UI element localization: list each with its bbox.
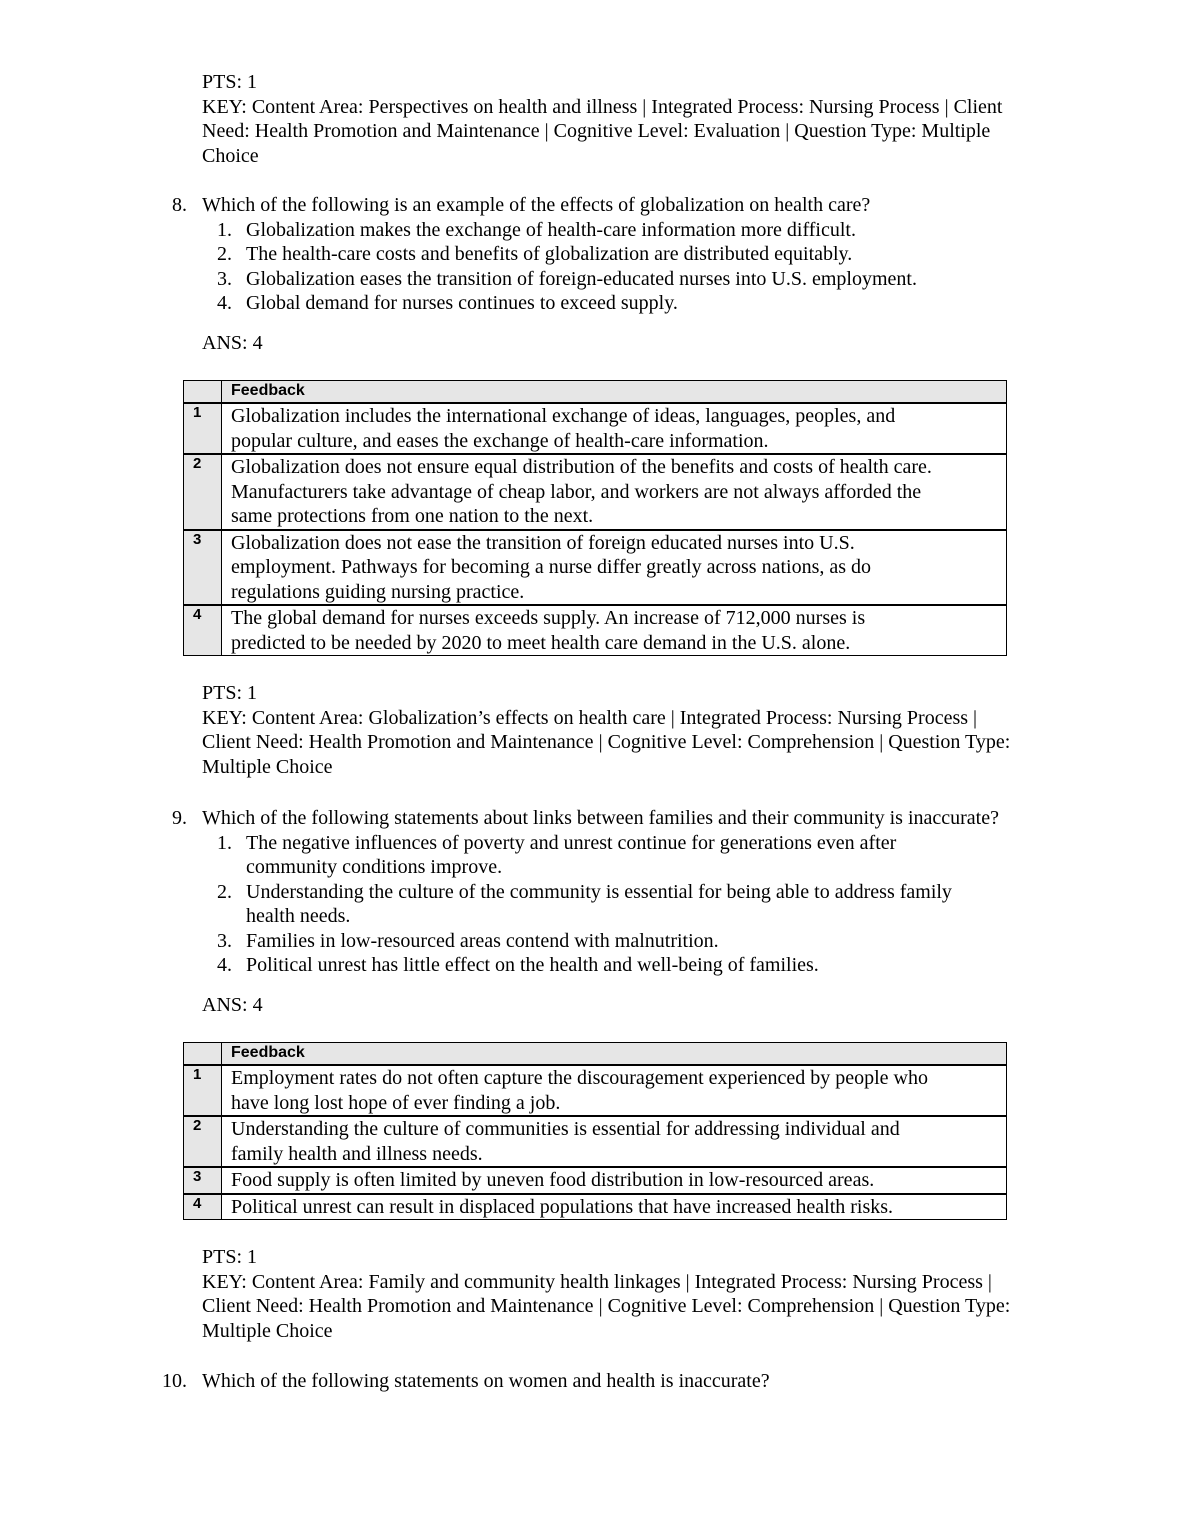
- option-text: Global demand for nurses continues to exceed supply.: [246, 292, 678, 314]
- key-line: Need: Health Promotion and Maintenance | Cognitive Level: Evaluation | Question Type: Multiple: [202, 120, 991, 142]
- option-text: Globalization makes the exchange of health-care information more difficult.: [246, 218, 856, 241]
- feedback-row: [184, 454, 1007, 530]
- feedback-line: Employment rates do not often capture the discouragement experienced by people who: [231, 1067, 928, 1089]
- question-number: 9.: [172, 807, 187, 829]
- option-number: 4.: [217, 292, 232, 314]
- feedback-text: [222, 403, 1007, 454]
- question-8: [150, 193, 1070, 316]
- feedback-text: [222, 1194, 1007, 1220]
- question-stem: [150, 1369, 1070, 1394]
- question-text: Which of the following statements about links between families and their community is inaccurate?: [202, 807, 999, 829]
- feedback-line: family health and illness needs.: [231, 1142, 483, 1165]
- feedback-row: [184, 1065, 1007, 1116]
- feedback-table-q9: [183, 1042, 1007, 1220]
- feedback-number: 1: [184, 403, 222, 454]
- option-line: Understanding the culture of the community is essential for being able to address family: [246, 880, 952, 903]
- header-corner-cell: [184, 1043, 222, 1066]
- option-1: [150, 831, 1070, 880]
- q9-meta: [202, 1245, 1072, 1343]
- feedback-row: [184, 1194, 1007, 1220]
- feedback-number: 4: [184, 1194, 222, 1220]
- option-1: [150, 218, 1070, 243]
- feedback-row: [184, 1167, 1007, 1194]
- option-number: 2.: [217, 243, 232, 265]
- feedback-line: Understanding the culture of communities is essential for addressing individual and: [231, 1118, 900, 1140]
- option-number: 1.: [217, 218, 232, 241]
- key-line: Multiple Choice: [202, 755, 333, 778]
- feedback-number: 3: [184, 530, 222, 606]
- question-stem: [150, 806, 1070, 831]
- header-corner-cell: [184, 381, 222, 404]
- question-number: 8.: [172, 194, 187, 216]
- option-number: 3.: [217, 929, 232, 952]
- option-2: [150, 880, 1070, 929]
- key-line: KEY: Content Area: Globalization’s effects on health care | Integrated Process: Nursing Process |: [202, 706, 978, 729]
- answer-line: ANS: 4: [202, 994, 263, 1016]
- pts-line: PTS: 1: [202, 682, 258, 704]
- feedback-number: 2: [184, 454, 222, 530]
- option-line: community conditions improve.: [246, 856, 503, 878]
- feedback-header: Feedback: [222, 1043, 1007, 1066]
- option-text: Political unrest has little effect on the health and well-being of families.: [246, 954, 819, 976]
- key-line: Multiple Choice: [202, 1319, 333, 1342]
- answer-line: ANS: 4: [202, 332, 263, 354]
- feedback-text: [222, 1065, 1007, 1116]
- q8-meta: [202, 681, 1072, 779]
- question-number: 10.: [162, 1370, 187, 1392]
- pts-line: PTS: 1: [202, 1246, 258, 1268]
- feedback-line: have long lost hope of ever finding a job.: [231, 1091, 561, 1114]
- option-4: [150, 291, 1070, 316]
- feedback-text: [222, 1167, 1007, 1194]
- option-3: [150, 267, 1070, 292]
- option-number: 4.: [217, 954, 232, 976]
- feedback-text: [222, 605, 1007, 656]
- option-text: Families in low-resourced areas contend with malnutrition.: [246, 929, 719, 952]
- question-text: Which of the following is an example of the effects of globalization on health care?: [202, 194, 871, 216]
- question-stem: [150, 193, 1070, 218]
- options-list: [150, 831, 1070, 978]
- feedback-line: regulations guiding nursing practice.: [231, 580, 525, 603]
- q7-meta: [202, 70, 1072, 168]
- feedback-line: popular culture, and eases the exchange of health-care information.: [231, 429, 769, 452]
- question-10: [150, 1369, 1070, 1394]
- option-text: [246, 831, 1026, 880]
- option-number: 1.: [217, 831, 232, 854]
- key-line: KEY: Content Area: Family and community health linkages | Integrated Process: Nursing Process |: [202, 1270, 992, 1293]
- option-text: Globalization eases the transition of foreign-educated nurses into U.S. employment.: [246, 267, 917, 290]
- option-line: health needs.: [246, 905, 351, 927]
- key-line: Client Need: Health Promotion and Maintenance | Cognitive Level: Comprehension | Question Type:: [202, 1295, 1011, 1317]
- feedback-line: The global demand for nurses exceeds supply. An increase of 712,000 nurses is: [231, 607, 866, 629]
- option-4: [150, 953, 1070, 978]
- feedback-line: Globalization does not ensure equal distribution of the benefits and costs of health care.: [231, 456, 932, 478]
- feedback-line: employment. Pathways for becoming a nurse differ greatly across nations, as do: [231, 556, 872, 578]
- feedback-line: Food supply is often limited by uneven food distribution in low-resourced areas.: [231, 1169, 875, 1191]
- options-list: [150, 218, 1070, 316]
- feedback-header-row: [184, 1043, 1007, 1066]
- key-line: Client Need: Health Promotion and Maintenance | Cognitive Level: Comprehension | Question Type:: [202, 731, 1011, 753]
- option-number: 2.: [217, 880, 232, 903]
- feedback-number: 3: [184, 1167, 222, 1194]
- feedback-line: predicted to be needed by 2020 to meet health care demand in the U.S. alone.: [231, 631, 851, 654]
- feedback-line: Manufacturers take advantage of cheap labor, and workers are not always afforded the: [231, 480, 922, 503]
- feedback-line: Globalization includes the international exchange of ideas, languages, peoples, and: [231, 405, 896, 427]
- question-9: [150, 806, 1070, 978]
- key-line: Choice: [202, 144, 259, 167]
- key-line: KEY: Content Area: Perspectives on health and illness | Integrated Process: Nursing Process | Client: [202, 95, 1003, 118]
- option-text: [246, 880, 1026, 929]
- feedback-row: [184, 403, 1007, 454]
- feedback-number: 4: [184, 605, 222, 656]
- feedback-row: [184, 1116, 1007, 1167]
- feedback-text: [222, 454, 1007, 530]
- question-text: Which of the following statements on women and health is inaccurate?: [202, 1370, 770, 1392]
- option-number: 3.: [217, 267, 232, 290]
- feedback-text: [222, 530, 1007, 606]
- pts-line: PTS: 1: [202, 71, 258, 93]
- feedback-line: Globalization does not ease the transition of foreign educated nurses into U.S.: [231, 531, 855, 554]
- feedback-row: [184, 605, 1007, 656]
- feedback-text: [222, 1116, 1007, 1167]
- feedback-number: 1: [184, 1065, 222, 1116]
- feedback-header: Feedback: [222, 381, 1007, 404]
- option-2: [150, 242, 1070, 267]
- feedback-header-row: [184, 381, 1007, 404]
- feedback-number: 2: [184, 1116, 222, 1167]
- option-3: [150, 929, 1070, 954]
- feedback-line: same protections from one nation to the next.: [231, 505, 594, 527]
- feedback-line: Political unrest can result in displaced populations that have increased health risks.: [231, 1195, 894, 1218]
- option-text: The health-care costs and benefits of globalization are distributed equitably.: [246, 243, 853, 265]
- feedback-row: [184, 530, 1007, 606]
- feedback-table-q8: [183, 380, 1007, 656]
- option-line: The negative influences of poverty and unrest continue for generations even after: [246, 831, 897, 854]
